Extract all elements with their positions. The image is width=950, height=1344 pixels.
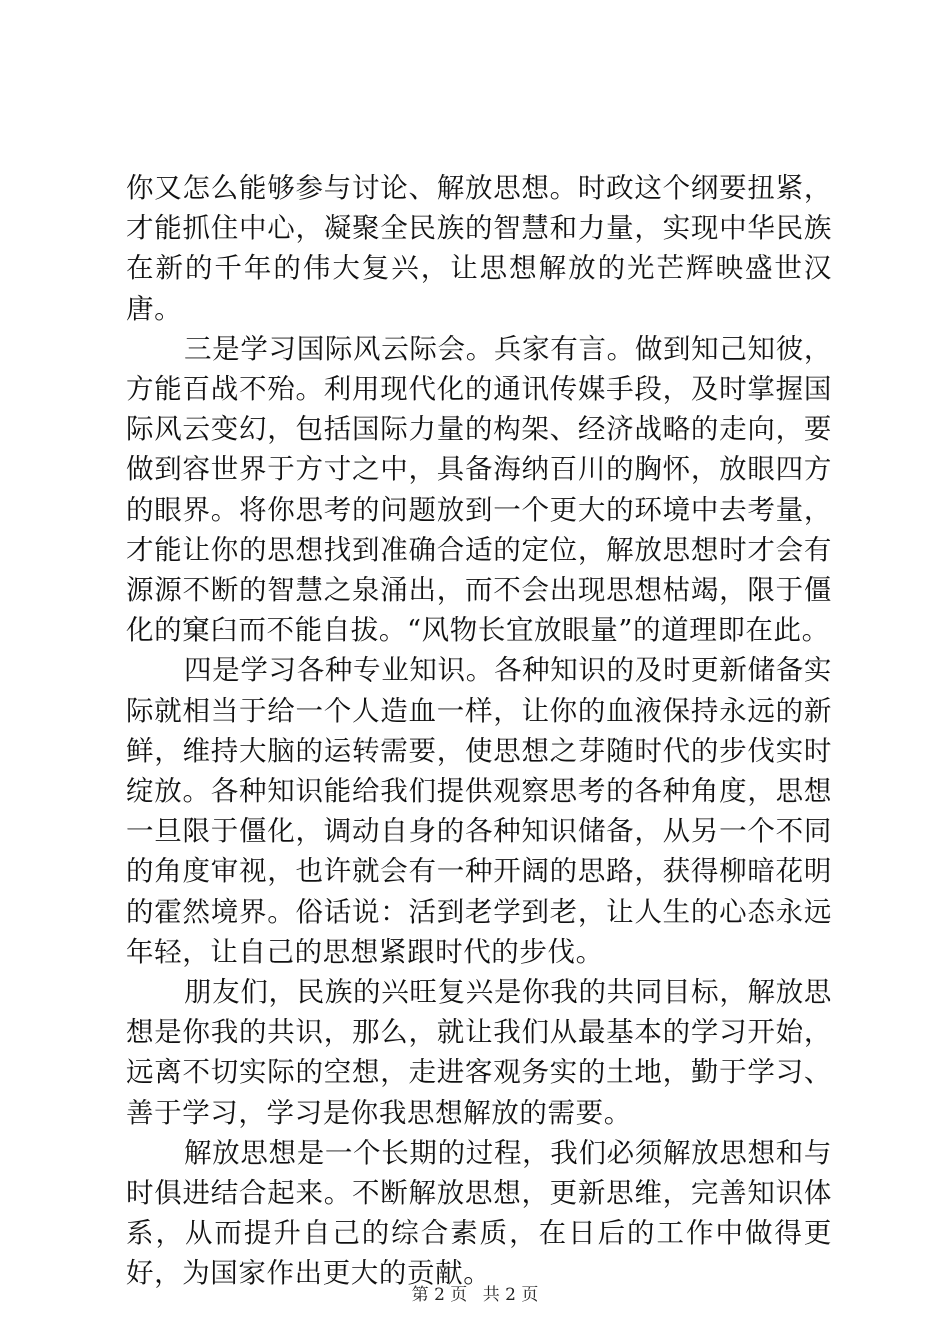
page-number: 第 2 页: [411, 1285, 468, 1305]
page-total: 共 2 页: [482, 1285, 539, 1305]
paragraph-friends-appeal: 朋友们，民族的兴旺复兴是你我的共同目标，解放思想是你我的共识，那么，就让我们从最基本的学习开始，远离不切实际的空想，走进客观务实的土地，勤于学习、善于学习，学习是你我思想解放的需要。: [126, 976, 832, 1129]
page-footer: [0, 1284, 950, 1306]
paragraph-professional-knowledge: 四是学习各种专业知识。各种知识的及时更新储备实际就相当于给一个人造血一样，让你的血液保持永远的新鲜，维持大脑的运转需要，使思想之芽随时代的步伐实时绽放。各种知识能给我们提供观察思考的各种角度，思想一旦限于僵化，调动自身的各种知识储备，从另一个不同的角度审视，也许就会有一种开阔的思路，获得柳暗花明的霍然境界。俗话说：活到老学到老，让人生的心态永远年轻，让自己的思想紧跟时代的步伐。: [126, 654, 832, 968]
paragraph-international-affairs: 三是学习国际风云际会。兵家有言。做到知己知彼，方能百战不殆。利用现代化的通讯传媒手段，及时掌握国际风云变幻，包括国际力量的构架、经济战略的走向，要做到容世界于方寸之中，具备海纳百川的胸怀，放眼四方的眼界。将你思考的问题放到一个更大的环境中去考量，才能让你的思想找到准确合适的定位，解放思想时才会有源源不断的智慧之泉涌出，而不会出现思想枯竭，限于僵化的窠臼而不能自拔。“风物长宜放眼量”的道理即在此。: [126, 332, 832, 647]
paragraph-continuation: 你又怎么能够参与讨论、解放思想。时政这个纲要扭紧，才能抓住中心，凝聚全民族的智慧和力量，实现中华民族在新的千年的伟大复兴，让思想解放的光芒辉映盛世汉唐。: [126, 172, 832, 325]
document-body: [126, 168, 832, 1294]
paragraph-conclusion: 解放思想是一个长期的过程，我们必须解放思想和与时俱进结合起来。不断解放思想，更新思维，完善知识体系，从而提升自己的综合素质，在日后的工作中做得更好，为国家作出更大的贡献。: [126, 1136, 832, 1290]
